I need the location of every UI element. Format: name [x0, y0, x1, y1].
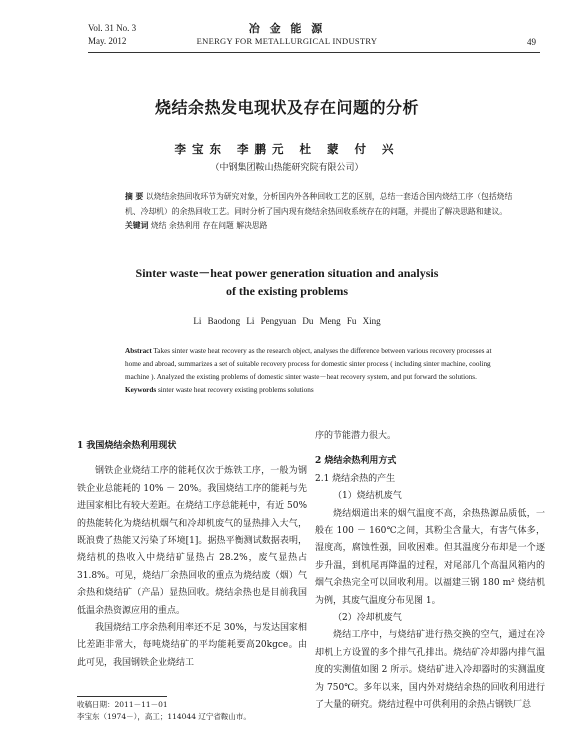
issue-date: May. 2012 — [88, 36, 127, 46]
section-2-1-paragraph-2: 烧结工序中，与烧结矿进行热交换的空气，通过在冷却机上方设置的多个排气孔排出。烧结矿冷却器内排气温度的实测值如图 2 所示。烧结矿进入冷却器时的实测温度为 750℃。多年以来，国内外对烧结余热的回收利用进行了大量的研究。烧结过程中可供利用的余热占钢铁厂总 — [315, 630, 545, 711]
journal-name-en: ENERGY FOR METALLURGICAL INDUSTRY — [196, 36, 378, 46]
section-2-heading: 2 烧结余热利用方式 — [315, 456, 397, 467]
subheading-sinter-machine-exhaust: （1）烧结机废气 — [333, 491, 402, 502]
volume-number: Vol. 31 No. 3 — [88, 23, 137, 33]
paper-title-en-line1: Sinter waste－heat power generation situation and analysis — [135, 266, 439, 280]
footnote-rule — [77, 696, 167, 697]
continued-text: 序的节能潜力很大。 — [315, 431, 397, 441]
abstract-en-label: Abstract — [125, 347, 152, 355]
keywords-cn-label: 关键词 — [125, 221, 149, 230]
received-date: 收稿日期：2011－11－01 — [77, 700, 168, 709]
keywords-en-label: Keywords — [125, 386, 157, 394]
journal-header — [0, 22, 574, 48]
section-2-1-heading: 2.1 烧结余热的产生 — [315, 473, 396, 484]
left-column — [77, 438, 307, 672]
section-1-paragraph-2: 我国烧结工序余热利用率还不足 30%，与发达国家相比差距非常大，每吨烧结矿的平均能耗要高20kgce。由此可见，我国钢铁企业烧结工 — [77, 623, 307, 668]
authors-en: Li Baodong Li Pengyuan Du Meng Fu Xing — [193, 316, 381, 326]
authors-cn: 李宝东 李鹏元 杜 蒙 付 兴 — [174, 142, 400, 156]
keywords-cn: 烧结 余热利用 存在问题 解决思路 — [150, 221, 268, 230]
subheading-cooler-exhaust: （2）冷却机废气 — [333, 613, 402, 624]
abstract-en-text: Takes sinter waste heat recovery as the research object, analyses the difference between various recovery processes at home and abroad, summarizes a set of suitable recovery process for domestic sinter process ( including sinter machine, cooling machine ). Analyzed the existing problems of domestic sinter waste－heat recovery system, and put forward the solutions. — [125, 347, 492, 381]
keywords-en: sinter waste heat recovery existing problems solutions — [157, 386, 314, 394]
author-info: 李宝东（1974－），高工；114044 辽宁省鞍山市。 — [77, 712, 251, 721]
section-1-heading: 1 我国烧结余热利用现状 — [77, 441, 177, 451]
affiliation-cn: （中钢集团鞍山热能研究院有限公司） — [210, 163, 364, 173]
section-1-paragraph-1: 钢铁企业烧结工序的能耗仅次于炼铁工序，一般为钢铁企业总能耗的 10% － 20%。我国烧结工序的能耗与先进国家相比有较大差距。在烧结工序总能耗中，有近 50% 的热能转化为烧结机烟气和冷却机废气的显热排入大气，既浪费了热能又污染了环境[1]。据热平衡测试数据表明，烧结机的热收入中烧结矿显热占 28.2%，废气显热占 31.8%。可见，烧结厂余热回收的重点为烧结废（烟）气余热和烧结矿（产品）显热回收。烧结余热也是目前我国低温余热资源应用的重点。 — [77, 466, 307, 616]
right-column — [315, 428, 545, 715]
abstract-cn — [125, 190, 517, 234]
footnote — [77, 699, 317, 723]
paper-title-cn: 烧结余热发电现状及存在问题的分析 — [154, 98, 419, 117]
paper-title-en-line2: of the existing problems — [225, 284, 349, 298]
header-rule — [88, 52, 540, 53]
abstract-en — [125, 345, 505, 397]
abstract-cn-text: 以烧结余热回收环节为研究对象，分析国内外各种回收工艺的区别，总结一套适合国内烧结工序（包括烧结机、冷却机）的余热回收工艺。同时分析了国内现有烧结余热回收系统存在的问题，并提出了解决思路和建议。 — [125, 192, 513, 216]
paper-title-en — [0, 264, 574, 300]
abstract-cn-label: 摘 要 — [125, 192, 144, 201]
section-2-1-paragraph-1: 烧结烟道出来的烟气温度不高，余热热源品质低，一般在 100 － 160℃之间，其粉尘含量大，有害气体多，湿度高，腐蚀性强，回收困难。但其温度分布却是一个逐步升温，到机尾再降温的过程，对尾部几个高温风箱内的烟气余热完全可以回收利用。以福建三钢 180 m² 烧结机为例，其废气温度分布见图 1。 — [315, 508, 545, 606]
journal-name-cn: 冶 金 能 源 — [248, 22, 326, 35]
page-number: 49 — [527, 37, 536, 47]
